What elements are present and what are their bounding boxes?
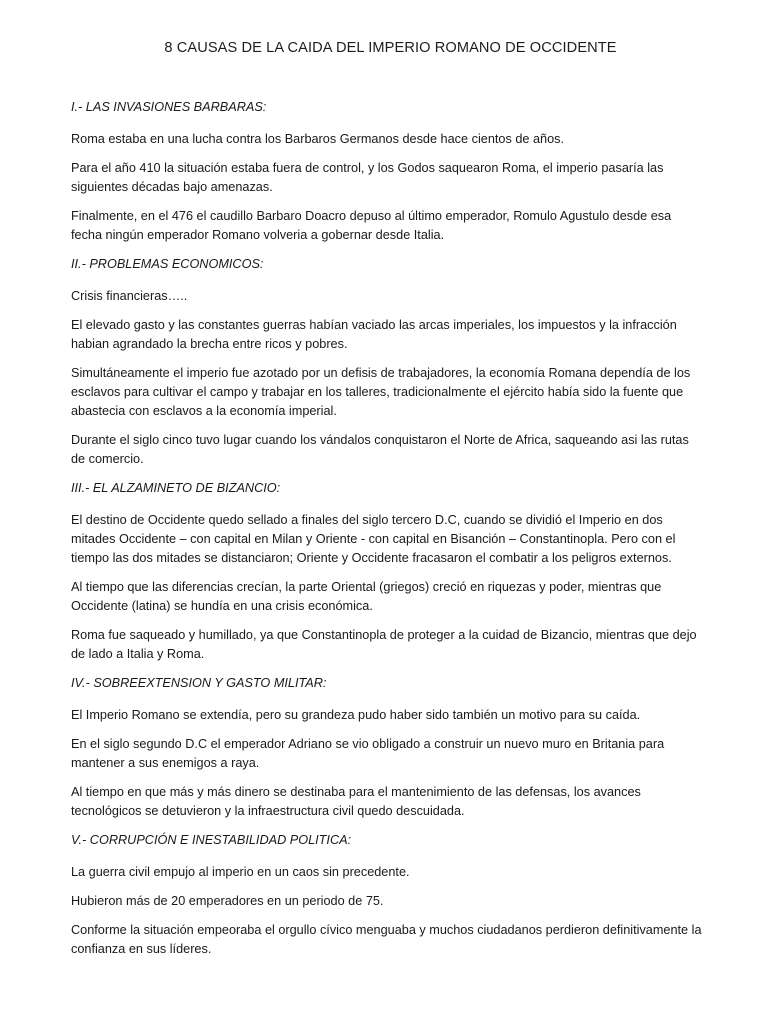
section-heading: I.- LAS INVASIONES BARBARAS: [71, 100, 267, 114]
section-sobreextension-gasto-militar [71, 674, 702, 821]
paragraph: Durante el siglo cinco tuvo lugar cuando los vándalos conquistaron el Norte de Africa, saqueando asi las rutas de comercio. [71, 433, 689, 466]
document-body [71, 98, 702, 959]
document-title: 8 CAUSAS DE LA CAIDA DEL IMPERIO ROMANO DE OCCIDENTE [164, 40, 617, 56]
paragraph: El destino de Occidente quedo sellado a finales del siglo tercero D.C, cuando se dividió el Imperio en dos mitades Occidente – con capital en Milan y Oriente - con capital en Bisanción – Constantinopla. Pero con el tiempo las dos mitades se distanciaron; Oriente y Occidente fracasaron el combatir a los peligros externos. [71, 513, 676, 565]
paragraph: Roma fue saqueado y humillado, ya que Constantinopla de proteger a la cuidad de Bizancio, mientras que dejo de lado a Italia y Roma. [71, 628, 697, 661]
paragraph: Finalmente, en el 476 el caudillo Barbaro Doacro depuso al último emperador, Romulo Agustulo desde esa fecha ningún emperador Romano volveria a gobernar desde Italia. [71, 209, 672, 242]
paragraph: Para el año 410 la situación estaba fuera de control, y los Godos saquearon Roma, el imperio pasaría las siguientes décadas bajo amenazas. [71, 161, 664, 194]
section-alzamiento-bizancio [71, 479, 702, 664]
section-corrupcion-inestabilidad [71, 831, 702, 959]
paragraph: Al tiempo en que más y más dinero se destinaba para el mantenimiento de las defensas, los avances tecnológicos se detuvieron y la infraestructura civil quedo descuidada. [71, 785, 641, 818]
paragraph: El elevado gasto y las constantes guerras habían vaciado las arcas imperiales, los impuestos y la infracción habian agrandado la brecha entre ricos y pobres. [71, 318, 677, 351]
section-heading: IV.- SOBREEXTENSION Y GASTO MILITAR: [71, 676, 327, 690]
paragraph: Roma estaba en una lucha contra los Barbaros Germanos desde hace cientos de años. [71, 132, 564, 146]
paragraph: El Imperio Romano se extendía, pero su grandeza pudo haber sido también un motivo para su caída. [71, 708, 641, 722]
section-invasiones-barbaras [71, 98, 702, 245]
paragraph: Hubieron más de 20 emperadores en un periodo de 75. [71, 894, 384, 908]
section-heading: V.- CORRUPCIÓN E INESTABILIDAD POLITICA: [71, 833, 352, 847]
paragraph: La guerra civil empujo al imperio en un caos sin precedente. [71, 865, 410, 879]
paragraph: Conforme la situación empeoraba el orgullo cívico menguaba y muchos ciudadanos perdieron definitivamente la confianza en sus líderes. [71, 923, 702, 956]
section-heading: III.- EL ALZAMINETO DE BIZANCIO: [71, 481, 281, 495]
section-heading: II.- PROBLEMAS ECONOMICOS: [71, 257, 264, 271]
paragraph: Al tiempo que las diferencias crecían, la parte Oriental (griegos) creció en riquezas y poder, mientras que Occidente (latina) se hundía en una crisis económica. [71, 580, 662, 613]
section-problemas-economicos [71, 255, 702, 469]
paragraph: Crisis financieras….. [71, 289, 188, 303]
paragraph: En el siglo segundo D.C el emperador Adriano se vio obligado a construir un nuevo muro en Britania para mantener a sus enemigos a raya. [71, 737, 665, 770]
paragraph: Simultáneamente el imperio fue azotado por un defisis de trabajadores, la economía Romana dependía de los esclavos para cultivar el campo y trabajar en los talleres, tradicionalmente el ejército había sido la fuente que abastecia con esclavos a la economía imperial. [71, 366, 691, 418]
